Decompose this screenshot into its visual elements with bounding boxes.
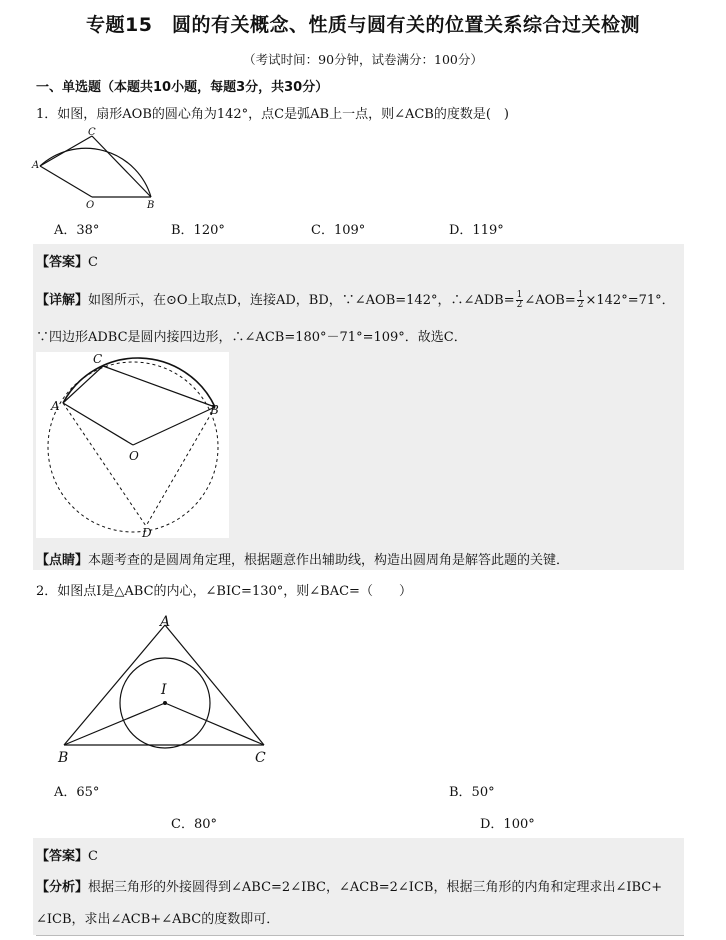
q1-answer-value: C	[88, 255, 98, 270]
q2-answer	[36, 845, 98, 864]
q1-detail-line1	[36, 289, 675, 310]
q2-answer-tag: 【答案】	[36, 849, 89, 864]
q2-analysis-line2: ∠ICB，求出∠ACB+∠ABC的度数即可．	[36, 912, 280, 927]
q1-fraction-2-den: 2	[577, 300, 584, 310]
q2-answer-value: C	[88, 849, 98, 864]
q1-detail-part1: 如图所示，在⊙O上取点D，连接AD，BD，∵∠AOB=142°，∴∠ADB=	[88, 293, 515, 308]
q1-option-d[interactable]: D．119°	[449, 223, 504, 238]
question-1-stem: 1．如图，扇形AOB的圆心角为142°，点C是弧AB上一点，则∠ACB的度数是( )	[36, 107, 509, 122]
q1-answer	[36, 251, 98, 270]
q1-fraction-2-num: 1	[577, 290, 584, 300]
q1-label-c: C	[88, 127, 96, 138]
q1-detail-part3: ×142°=71°．	[585, 293, 675, 308]
q1-fraction-1-den: 2	[516, 300, 523, 310]
exam-info: （考试时间：90分钟，试卷满分：100分）	[243, 52, 483, 67]
q1-option-c[interactable]: C．109°	[311, 223, 366, 238]
q1-label-a: A	[32, 160, 40, 171]
q2-label-b: B	[58, 750, 69, 766]
q2-label-c: C	[255, 750, 266, 766]
question-2-stem: 2．如图点I是△ABC的内心，∠BIC=130°，则∠BAC=（ ）	[36, 584, 412, 599]
q2-option-c[interactable]: C．80°	[171, 817, 217, 832]
question-2-figure	[50, 610, 280, 770]
q1-detail-label-b: B	[210, 403, 219, 417]
section-heading: 一、单选题（本题共10小题，每题3分，共30分）	[36, 80, 329, 95]
q1-detail-label-d: D	[142, 526, 152, 538]
q2-option-b[interactable]: B．50°	[449, 785, 495, 800]
q1-detail-figure	[36, 352, 229, 538]
q1-option-a[interactable]: A．38°	[54, 223, 100, 238]
q2-analysis-line1	[36, 876, 662, 895]
q2-option-a[interactable]: A．65°	[54, 785, 100, 800]
page-bottom-divider	[36, 935, 684, 936]
q1-detail-label-a: A	[51, 399, 60, 413]
question-1-figure	[30, 124, 170, 214]
q1-fraction-1-num: 1	[516, 290, 523, 300]
q1-fraction-1	[516, 291, 524, 310]
q1-comment	[36, 549, 569, 568]
q1-fraction-2	[577, 291, 585, 310]
q2-label-a: A	[160, 614, 171, 630]
q1-detail-label-o: O	[129, 449, 139, 463]
q2-label-i: I	[161, 682, 167, 698]
q1-label-b: B	[147, 200, 155, 211]
q1-comment-tag: 【点睛】	[36, 553, 89, 568]
q2-analysis-text1: 根据三角形的外接圆得到∠ABC=2∠IBC，∠ACB=2∠ICB，根据三角形的内角和定理求出∠IBC+	[88, 880, 663, 895]
q1-comment-text: 本题考查的是圆周角定理，根据题意作出辅助线，构造出圆周角是解答此题的关键．	[88, 553, 570, 568]
q1-label-o: O	[86, 200, 95, 211]
q1-option-b[interactable]: B．120°	[171, 223, 225, 238]
q1-detail-label-c: C	[93, 352, 103, 366]
q1-detail-tag: 【详解】	[36, 293, 89, 308]
q1-detail-line2: ∵四边形ADBC是圆内接四边形，∴∠ACB=180°－71°=109°．故选C．	[36, 330, 467, 345]
q1-detail-part2: ∠AOB=	[524, 293, 576, 308]
page-title: 专题15 圆的有关概念、性质与圆有关的位置关系综合过关检测	[86, 14, 640, 36]
q2-option-d[interactable]: D．100°	[480, 817, 535, 832]
q2-analysis-tag: 【分析】	[36, 880, 89, 895]
q1-answer-tag: 【答案】	[36, 255, 89, 270]
